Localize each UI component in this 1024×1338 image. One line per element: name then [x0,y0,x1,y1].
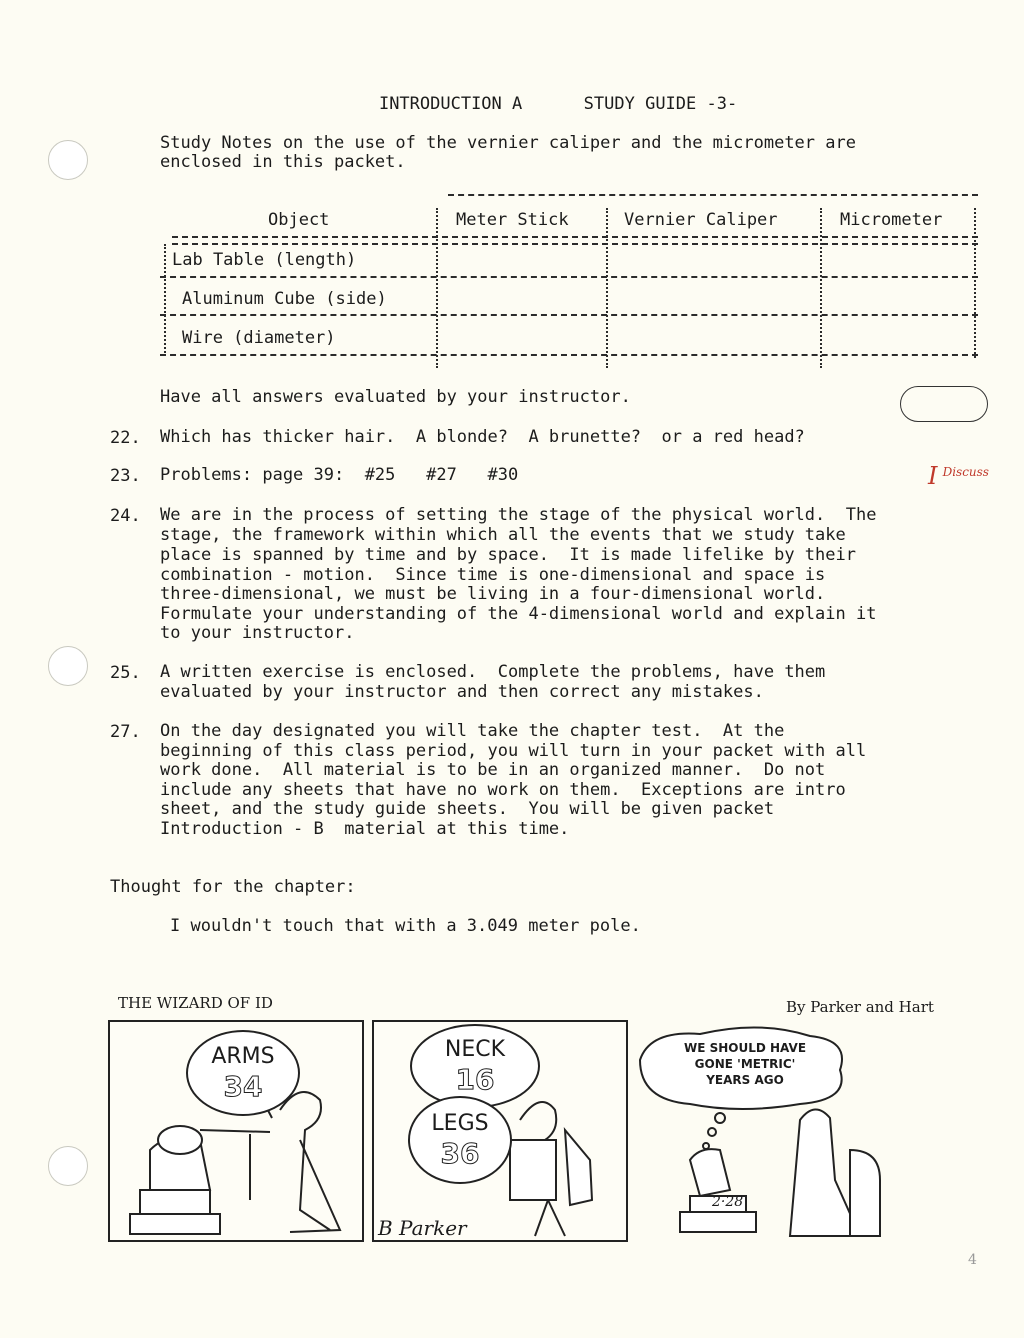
thought-bubble-line-1: WE SHOULD HAVE [683,1041,807,1055]
table-header-micrometer: Micrometer [840,210,943,230]
speech-bubble-neck [410,1024,540,1108]
bubble-arms-value: 34 [223,1069,263,1103]
table-row-lab-table: Lab Table (length) [172,250,357,270]
thought-bubble-line-3: YEARS AGO [706,1073,784,1087]
comic-title: THE WIZARD OF ID [118,994,273,1012]
q24-number: 24. [110,506,141,526]
q23-number: 23. [110,466,141,486]
q24-line: Formulate your understanding of the 4-dimensional world and explain it [160,604,877,624]
q24-line: three-dimensional, we must be living in a four-dimensional world. [160,584,826,604]
q24-line: We are in the process of setting the stage of the physical world. The [160,505,877,525]
q25-line: evaluated by your instructor and then correct any mistakes. [160,682,764,702]
header-right: STUDY GUIDE -3- [583,94,738,114]
q27-number: 27. [110,722,141,742]
q24-line: combination - motion. Since time is one-dimensional and space is [160,565,826,585]
bubble-neck-word: NECK [444,1036,506,1062]
q27-line: sheet, and the study guide sheets. You will be given packet [160,799,775,819]
q23-text: Problems: page 39: #25 #27 #30 [160,465,519,485]
comic-credit: By Parker and Hart [786,998,934,1016]
q27-line: work done. All material is to be in an organized manner. Do not [160,760,826,780]
q22-text: Which has thicker hair. A blonde? A brunette? or a red head? [160,427,805,447]
header-left: INTRODUCTION A [378,94,523,114]
table-row-wire: Wire (diameter) [182,328,336,348]
handwritten-word: Discuss [942,465,989,479]
thought-bubble-line-2: GONE 'METRIC' [694,1057,796,1071]
q24-line: place is spanned by time and by space. It is made lifelike by their [160,545,856,565]
bubble-legs-value: 36 [440,1136,480,1170]
thought-quote: I wouldn't touch that with a 3.049 meter pole. [170,916,641,936]
artist-signature: B Parker [378,1216,467,1240]
q27-line: On the day designated you will take the chapter test. At the [160,721,785,741]
thought-bubble-text [660,1040,830,1088]
intro-line-2: enclosed in this packet. [160,152,406,172]
evaluate-instruction: Have all answers evaluated by your instructor. [160,387,631,407]
bubble-arms-word: ARMS [211,1043,275,1069]
table-header-object: Object [268,210,330,230]
page-mark: 4 [968,1252,977,1268]
q24-line: to your instructor. [160,623,355,643]
speech-bubble-legs [408,1096,512,1184]
bubble-legs-word: LEGS [431,1110,489,1136]
bubble-neck-value: 16 [455,1062,495,1096]
q27-line: beginning of this class period, you will turn in your packet with all [160,741,867,761]
table-header-vernier-caliper: Vernier Caliper [624,210,778,230]
intro-line-1: Study Notes on the use of the vernier caliper and the micrometer are [160,133,856,153]
q22-number: 22. [110,428,141,448]
handwritten-mark: I [928,462,938,490]
thought-label: Thought for the chapter: [110,877,356,897]
q27-line: Introduction - B material at this time. [160,819,570,839]
speech-bubble-arms [186,1030,300,1116]
table-header-meter-stick: Meter Stick [456,210,569,230]
q27-line: include any sheets that have no work on them. Exceptions are intro [160,780,846,800]
q25-line: A written exercise is enclosed. Complete the problems, have them [160,662,826,682]
comic-date: 2·28 [712,1194,744,1210]
q24-line: stage, the framework within which all the events that we study take [160,525,846,545]
q25-number: 25. [110,663,141,683]
table-row-aluminum-cube: Aluminum Cube (side) [182,289,387,309]
